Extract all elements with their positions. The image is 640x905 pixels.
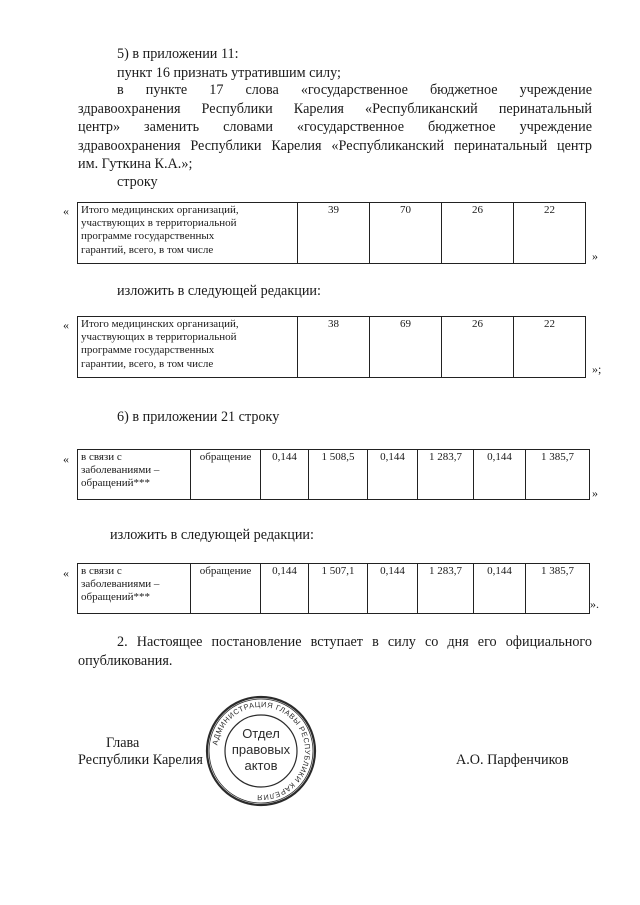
label-line: заболеваниями – (81, 464, 160, 477)
value-cell: 0,144 (474, 450, 526, 500)
item-6-title: 6) в приложении 21 строку (117, 409, 280, 425)
signature-title-line-1: Глава (106, 735, 140, 751)
value-cell: 0,144 (261, 450, 309, 500)
value-cell: 39 (298, 203, 370, 264)
open-quote: « (63, 452, 69, 466)
value-cell: 22 (514, 317, 586, 378)
value-cell: 1 283,7 (418, 564, 474, 614)
value-cell: 38 (298, 317, 370, 378)
value-cell: 69 (370, 317, 442, 378)
table-row (78, 564, 590, 614)
table-total-orgs-new (77, 316, 586, 378)
item-17-line-2: здравоохранения Республики Карелия «Республиканский перинатальный (78, 100, 592, 117)
close-quote-dot: ». (590, 597, 599, 611)
label-line: обращений*** (81, 591, 150, 604)
table-row (78, 317, 586, 378)
label-line: гарантии, всего, в том числе (81, 357, 214, 370)
table-total-orgs-old (77, 202, 586, 264)
label-line: обращений*** (81, 477, 150, 490)
signature-name: А.О. Парфенчиков (456, 752, 569, 768)
value-cell: 0,144 (474, 564, 526, 614)
table-appeals-old (77, 449, 590, 500)
value-cell: 1 508,5 (309, 450, 368, 500)
stamp-center-line-1: Отдел (242, 726, 280, 741)
value-cell: 1 283,7 (418, 450, 474, 500)
label-line: участвующих в территориальной (81, 217, 237, 230)
row-label-cell (78, 450, 191, 500)
unit-cell: обращение (191, 450, 261, 500)
value-cell: 26 (442, 203, 514, 264)
item-17-line-4: здравоохранения Республики Карелия «Республиканский перинатальный центр (78, 137, 592, 154)
item-17-line-3: центр» заменить словами «государственное бюджетное учреждение (78, 119, 592, 136)
table-row (78, 203, 586, 264)
table-appeals-new (77, 563, 590, 614)
value-cell: 26 (442, 317, 514, 378)
value-cell: 0,144 (368, 450, 418, 500)
value-cell: 0,144 (368, 564, 418, 614)
label-line: Итого медицинских организаций, (81, 318, 239, 330)
label-line: заболеваниями – (81, 578, 160, 591)
row-label-cell (78, 203, 298, 264)
value-cell: 0,144 (261, 564, 309, 614)
item-16-text: пункт 16 признать утратившим силу; (117, 65, 341, 81)
stamp-center-line-3: актов (244, 758, 278, 773)
label-line: гарантий, всего, в том числе (81, 243, 214, 256)
label-line: участвующих в территориальной (81, 331, 237, 344)
open-quote: « (63, 318, 69, 332)
unit-cell: обращение (191, 564, 261, 614)
signature-title-line-2: Республики Карелия (78, 752, 203, 768)
stamp-ring-text: АДМИНИСТРАЦИЯ ГЛАВЫ РЕСПУБЛИКИ КАРЕЛИЯ (210, 699, 313, 803)
item-2-line-1: 2. Настоящее постановление вступает в силу со дня его официального (117, 634, 592, 650)
official-stamp (204, 694, 318, 808)
value-cell: 22 (514, 203, 586, 264)
label-line: программе государственных (81, 230, 215, 243)
open-quote: « (63, 566, 69, 580)
item-5-title: 5) в приложении 11: (117, 46, 239, 62)
close-quote: » (592, 486, 598, 500)
row-label-cell (78, 564, 191, 614)
item-2-line-2: опубликования. (78, 653, 173, 669)
close-quote-semicolon: »; (592, 362, 602, 376)
value-cell: 70 (370, 203, 442, 264)
value-cell: 1 385,7 (526, 564, 590, 614)
izlozhit-label-1: изложить в следующей редакции: (117, 283, 321, 299)
label-line: Итого медицинских организаций, (81, 204, 239, 216)
table-row (78, 450, 590, 500)
stamp-center-line-2: правовых (231, 742, 291, 757)
stroku-label: строку (117, 174, 158, 190)
label-line: программе государственных (81, 344, 215, 357)
item-17-line-5: им. Гуткина К.А.»; (78, 156, 193, 173)
value-cell: 1 385,7 (526, 450, 590, 500)
label-line: в связи с (81, 451, 122, 463)
row-label-cell (78, 317, 298, 378)
value-cell: 1 507,1 (309, 564, 368, 614)
label-line: в связи с (81, 565, 122, 577)
open-quote: « (63, 204, 69, 218)
close-quote: » (592, 249, 598, 263)
izlozhit-label-2: изложить в следующей редакции: (110, 527, 314, 543)
item-17-line-1: в пункте 17 слова «государственное бюджетное учреждение (117, 82, 592, 98)
